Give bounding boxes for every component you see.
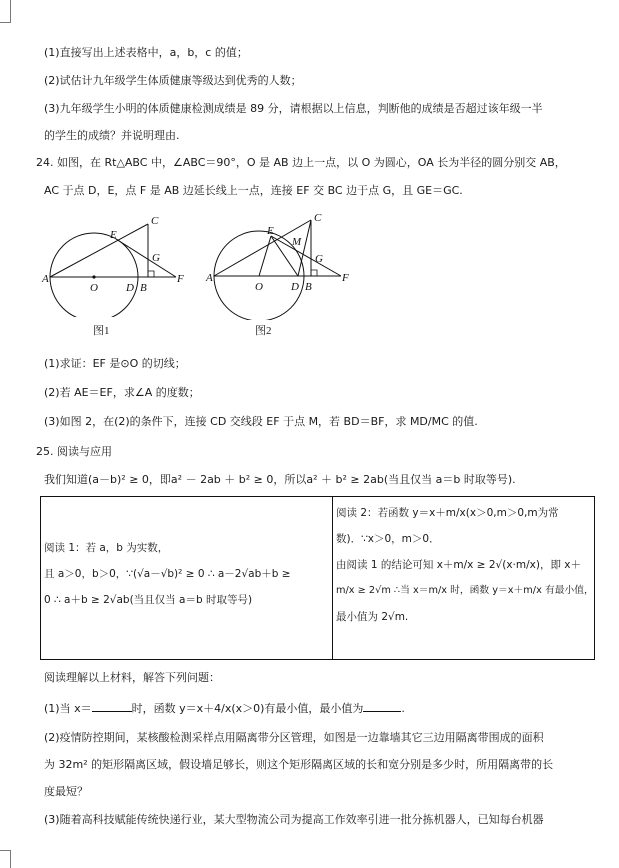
fig2-right-angle — [311, 270, 317, 276]
crop-mark-bottom-left-v — [10, 850, 11, 868]
crop-mark-bottom-left-h — [0, 850, 11, 851]
fig1-label-b: B — [140, 282, 147, 294]
fig2-line-eo — [259, 236, 271, 276]
q25-part2-line3: 度最短？ — [44, 785, 88, 798]
figure-1-caption: 图1 — [93, 325, 110, 337]
q24-part3: (3)如图 2，在(2)的条件下，连接 CD 交线段 EF 于点 M，若 BD＝BF，求 MD/MC 的值. — [44, 415, 478, 428]
reading-2-line2: 数)．∵x＞0，m＞0． — [336, 533, 440, 545]
reading-1-line3: 0 ∴ a＋b ≥ 2√ab(当且仅当 a＝b 时取等号) — [44, 594, 253, 606]
reading-1-line2: 且 a＞0，b＞0，∵(√a－√b)² ≥ 0 ∴ a－2√ab＋b ≥ — [44, 568, 291, 580]
q25-part1-pre: (1)当 x＝ — [44, 702, 92, 715]
fig2-label-o: O — [255, 281, 263, 293]
q24-part2: (2)若 AE＝EF，求∠A 的度数； — [44, 386, 200, 399]
q25-part1-mid: 时，函数 y＝x＋4/x(x＞0)有最小值，最小值为 — [131, 702, 364, 715]
fig1-label-d: D — [126, 282, 134, 294]
reading-1-cell — [41, 497, 333, 660]
q25-part1 — [44, 701, 405, 717]
fig1-label-e: E — [110, 229, 117, 241]
fig1-center-dot — [92, 275, 95, 278]
fig2-label-g: G — [315, 253, 323, 265]
q25-part2-line1: (2)疫情防控期间，某核酸检测采样点用隔离带分区管理，如图是一边靠墙其它三边用隔离带围成的面积 — [44, 731, 544, 744]
q23-part3-line1: (3)九年级学生小明的体质健康检测成绩是 89 分，请根据以上信息，判断他的成绩是否超过该年级一半 — [44, 102, 543, 115]
reading-2-line5: 最小值为 2√m. — [336, 611, 409, 623]
fig2-label-d: D — [291, 281, 299, 293]
fig2-label-a: A — [206, 272, 213, 284]
fig1-label-g: G — [152, 252, 160, 264]
reading-2-line1: 阅读 2：若函数 y＝x＋m/x(x＞0,m＞0,m为常 — [336, 507, 559, 519]
reading-1-line1: 阅读 1：若 a，b 为实数， — [44, 542, 169, 554]
fig1-label-f: F — [177, 273, 184, 285]
fig1-label-o: O — [90, 282, 98, 294]
reading-table — [40, 496, 595, 660]
fig1-label-c: C — [151, 215, 159, 227]
q24-stem-line1: 24. 如图，在 Rt△ABC 中，∠ABC＝90°，O 是 AB 边上一点，以 O 为圆心，OA 长为半径的圆分别交 AB， — [36, 156, 566, 169]
fig2-label-f: F — [342, 272, 349, 284]
answer-blank-min — [363, 701, 401, 712]
q24-part1: (1)求证：EF 是⊙O 的切线； — [44, 357, 186, 370]
q25-part2-line2: 为 32m² 的矩形隔离区域，假设墙足够长，则这个矩形隔离区域的长和宽分别是多少时，所用隔离带的长 — [44, 758, 554, 771]
fig1-label-a: A — [42, 273, 49, 285]
answer-blank-x — [92, 701, 132, 712]
q24-stem-line2: AC 于点 D，E，点 F 是 AB 边延长线上一点，连接 EF 交 BC 边于点 G，且 GE＝GC. — [44, 184, 463, 197]
fig1-right-angle — [148, 271, 154, 277]
fig2-label-b: B — [305, 281, 312, 293]
crop-mark-top-left-v — [10, 0, 11, 22]
q23-part1: (1)直接写出上述表格中，a，b，c 的值； — [44, 46, 248, 59]
reading-2-line4: m/x ≥ 2√m ∴当 x＝m/x 时，函数 y＝x＋m/x 有最小值， — [336, 585, 594, 596]
fig2-line-cd — [298, 220, 311, 276]
q25-part3-line1: (3)随着高科技赋能传统快递行业，某大型物流公司为提高工作效率引进一批分拣机器人，已知每台机器 — [44, 813, 544, 826]
figure-1 — [40, 212, 200, 317]
q25-intro: 我们知道(a－b)² ≥ 0，即a² － 2ab ＋ b² ≥ 0，所以a² ＋ b² ≥ 2ab(当且仅当 a＝b 时取等号). — [44, 473, 516, 486]
q25-part1-end: . — [401, 702, 405, 715]
figure-2 — [205, 208, 365, 320]
crop-mark-top-left-h — [0, 22, 11, 23]
fig2-label-m: M — [292, 236, 302, 248]
fig2-label-c: C — [314, 212, 322, 224]
fig2-label-e: E — [267, 225, 274, 237]
reading-2-line3: 由阅读 1 的结论可知 x＋m/x ≥ 2√(x·m/x)，即 x＋ — [336, 559, 582, 571]
fig1-line-ef — [116, 239, 176, 277]
q25-instruction: 阅读理解以上材料，解答下列问题： — [44, 671, 220, 684]
q23-part2: (2)试估计九年级学生体质健康等级达到优秀的人数； — [44, 74, 302, 87]
q23-part3-line2: 的学生的成绩？并说明理由. — [44, 129, 180, 142]
figure-2-caption: 图2 — [255, 325, 272, 337]
q25-title: 25. 阅读与应用 — [36, 445, 112, 458]
reading-2-cell — [333, 497, 595, 660]
fig1-circle — [50, 233, 138, 317]
fig2-line-ac — [214, 220, 311, 276]
